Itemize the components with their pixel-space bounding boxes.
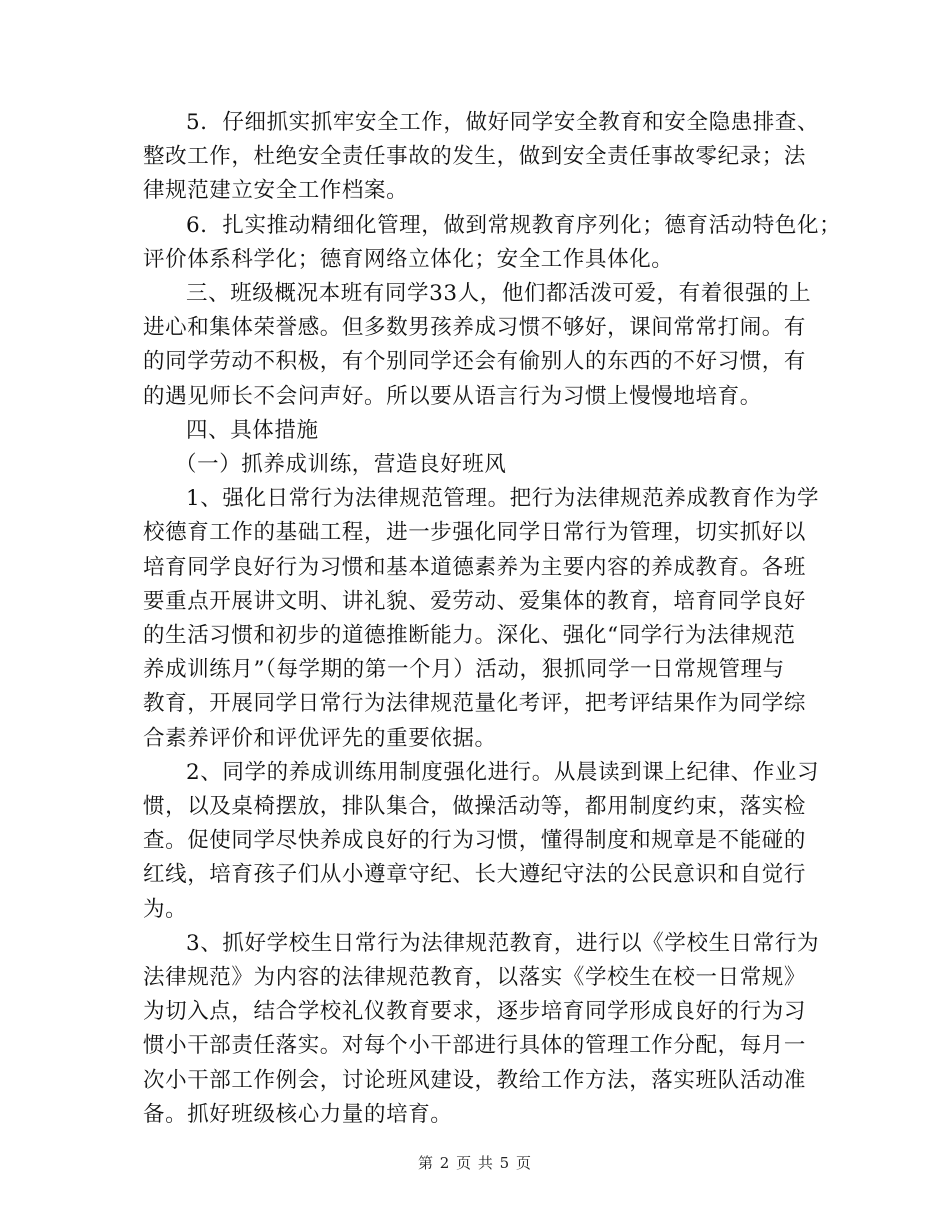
- paragraph-line: 5．仔细抓实抓牢安全工作，做好同学安全教育和安全隐患排查、: [186, 110, 820, 135]
- page-number-footer: 第 2 页 共 5 页: [418, 1154, 532, 1172]
- paragraph-line: 次小干部工作例会，讨论班风建设，教给工作方法，落实班队活动准: [143, 1067, 807, 1093]
- paragraph-line: 合素养评价和评优评先的重要依据。: [143, 725, 497, 751]
- paragraph-line: 惯小干部责任落实。对每个小干部进行具体的管理工作分配，每月一: [143, 1033, 807, 1059]
- paragraph-line: 养成训练月”（每学期的第一个月）活动，狠抓同学一日常规管理与: [143, 657, 785, 683]
- paragraph-line: 培育同学良好行为习惯和基本道德素养为主要内容的养成教育。各班: [143, 554, 807, 580]
- paragraph-line: 校德育工作的基础工程，进一步强化同学日常行为管理，切实抓好以: [143, 520, 807, 546]
- paragraph-line: 律规范建立安全工作档案。: [143, 178, 409, 204]
- paragraph-line: 1、强化日常行为法律规范管理。把行为法律规范养成教育作为学: [186, 486, 820, 512]
- paragraph-line: 的同学劳动不积极，有个别同学还会有偷别人的东西的不好习惯，有: [143, 349, 807, 375]
- paragraph-line: 的生活习惯和初步的道德推断能力。深化、强化“同学行为法律规范: [143, 623, 796, 649]
- paragraph-line: 2、同学的养成训练用制度强化进行。从晨读到课上纪律、作业习: [186, 759, 820, 785]
- paragraph-line: 为切入点，结合学校礼仪教育要求，逐步培育同学形成良好的行为习: [143, 999, 807, 1025]
- document-body: [143, 106, 842, 1132]
- paragraph-line: 3、抓好学校生日常行为法律规范教育，进行以《学校生日常行为: [186, 930, 820, 956]
- subsection-heading: （一）抓养成训练，营造良好班风: [175, 452, 507, 478]
- paragraph-line: 评价体系科学化；德育网络立体化；安全工作具体化。: [143, 246, 674, 272]
- paragraph-line: 的遇见师长不会问声好。所以要从语言行为习惯上慢慢地培育。: [143, 383, 762, 409]
- paragraph-line: 教育，开展同学日常行为法律规范量化考评，把考评结果作为同学综: [143, 691, 807, 717]
- paragraph-line: 法律规范》为内容的法律规范教育，以落实《学校生在校一日常规》: [143, 965, 807, 991]
- paragraph-line: 惯，以及桌椅摆放，排队集合，做操活动等，都用制度约束，落实检: [143, 794, 807, 820]
- section-heading: 四、具体措施: [186, 417, 319, 443]
- paragraph-line: 为。: [143, 896, 188, 922]
- paragraph-line: 红线，培育孩子们从小遵章守纪、长大遵纪守法的公民意识和自觉行: [143, 862, 807, 888]
- paragraph-line: 整改工作，杜绝安全责任事故的发生，做到安全责任事故零纪录；法: [143, 144, 807, 170]
- paragraph-line: 6．扎实推动精细化管理，做到常规教育序列化；德育活动特色化；: [186, 212, 842, 238]
- paragraph-line: 备。抓好班级核心力量的培育。: [143, 1101, 453, 1127]
- paragraph-line: 进心和集体荣誉感。但多数男孩养成习惯不够好，课间常常打闹。有: [143, 315, 807, 341]
- paragraph-line: 要重点开展讲文明、讲礼貌、爱劳动、爱集体的教育，培育同学良好: [143, 588, 807, 614]
- paragraph-line: 三、班级概况本班有同学33人，他们都活泼可爱，有着很强的上: [186, 281, 812, 307]
- paragraph-line: 查。促使同学尽快养成良好的行为习惯，懂得制度和规章是不能碰的: [143, 828, 807, 854]
